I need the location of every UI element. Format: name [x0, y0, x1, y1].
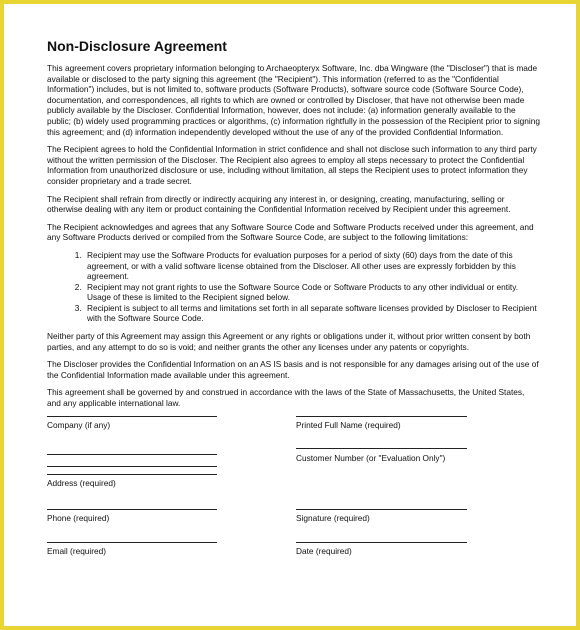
limitations-list — [47, 250, 540, 324]
date-label: Date (required) — [296, 545, 352, 556]
paragraph-confidential-info: This agreement covers proprietary information belonging to Archaeopteryx Software, Inc. dba Wingware (the "Discloser") that is made available or disclosed to the party signing this agreement (the "Recipient"). This information (referred to as the "Confidential Information") includes, but is not limited to, software products (Software Products), software source code (Software Source Code), documentation, and correspondences, all rights to which are owned or controlled by Discloser, that have not otherwise been made publicly available by the Discloser. Confidential Information, however, does not include: (a) information generally available to the public; (b) widely used programming practices or algorithms, (c) information rightfully in the possession of the Recipient prior to signing this agreement; and (d) information independently developed without the use of any of the provided Confidential Information. — [47, 63, 540, 137]
printed-name-line[interactable] — [296, 416, 467, 417]
document-page — [4, 4, 576, 626]
company-label: Company (if any) — [47, 419, 111, 430]
printed-name-label: Printed Full Name (required) — [296, 419, 401, 430]
address-label: Address (required) — [47, 477, 116, 488]
list-item: 3. Recipient is subject to all terms and limitations set forth in all separate software licenses provided by Discloser to Recipient with the Software Source Code. — [84, 303, 540, 324]
list-item: 2. Recipient may not grant rights to use the Software Source Code or Software Products to any other individual or entity. Usage of these is limited to the Recipient signed below. — [84, 282, 540, 303]
phone-label: Phone (required) — [47, 512, 110, 523]
email-label: Email (required) — [47, 545, 107, 556]
customer-number-line[interactable] — [296, 448, 467, 449]
paragraph-recipient-obligations: The Recipient agrees to hold the Confidential Information in strict confidence and shall not disclose such information to any third party without the written permission of the Discloser. The Recipient also agrees to employ all steps necessary to protect the Confidential Information from unauthorized disclosure or use, including without limitation, all steps the Recipient uses to protect information they consider proprietary and a trade secret. — [47, 144, 537, 186]
date-line[interactable] — [296, 542, 467, 543]
phone-line[interactable] — [47, 509, 217, 510]
paragraph-assignment: Neither party of this Agreement may assign this Agreement or any rights or obligations under it, without prior written consent by both parties, and any attempt to do so is void; and neither grants the other any licenses under any patents or copyrights. — [47, 331, 531, 352]
address-line-3[interactable] — [47, 474, 217, 475]
address-line-2[interactable] — [47, 466, 217, 467]
email-line[interactable] — [47, 542, 217, 543]
company-line[interactable] — [47, 416, 217, 417]
document-title: Non-Disclosure Agreement — [47, 38, 227, 54]
paragraph-governing-law: This agreement shall be governed by and construed in accordance with the laws of the State of Massachusetts, the United States, and any applicable international law. — [47, 387, 525, 409]
address-line-1[interactable] — [47, 454, 217, 455]
customer-number-label: Customer Number (or "Evaluation Only") — [296, 452, 446, 463]
paragraph-refrain: The Recipient shall refrain from directly or indirectly acquiring any interest in, or designing, creating, manufacturing, selling or otherwise dealing with any item or product containing the Confidential Information received by Recipient under this agreement. — [47, 193, 511, 215]
signature-label: Signature (required) — [296, 512, 370, 523]
paragraph-as-is: The Discloser provides the Confidential Information on an AS IS basis and is not responsible for any damages arising out of the use of the Confidential Information made available under this agreement. — [47, 359, 539, 380]
paragraph-limitations-intro: The Recipient acknowledges and agrees that any Software Source Code and Software Products received under this agreement, and any Software Products derived or compiled from the Software Source Code, are subject to the following limitations: — [47, 221, 534, 243]
signature-line[interactable] — [296, 509, 467, 510]
list-item: 1. Recipient may use the Software Products for evaluation purposes for a period of sixty (60) days from the date of this agreement, or with a valid software license obtained from the Discloser. All other uses are expressly forbidden by this agreement. — [84, 250, 540, 282]
signature-block — [47, 416, 540, 616]
